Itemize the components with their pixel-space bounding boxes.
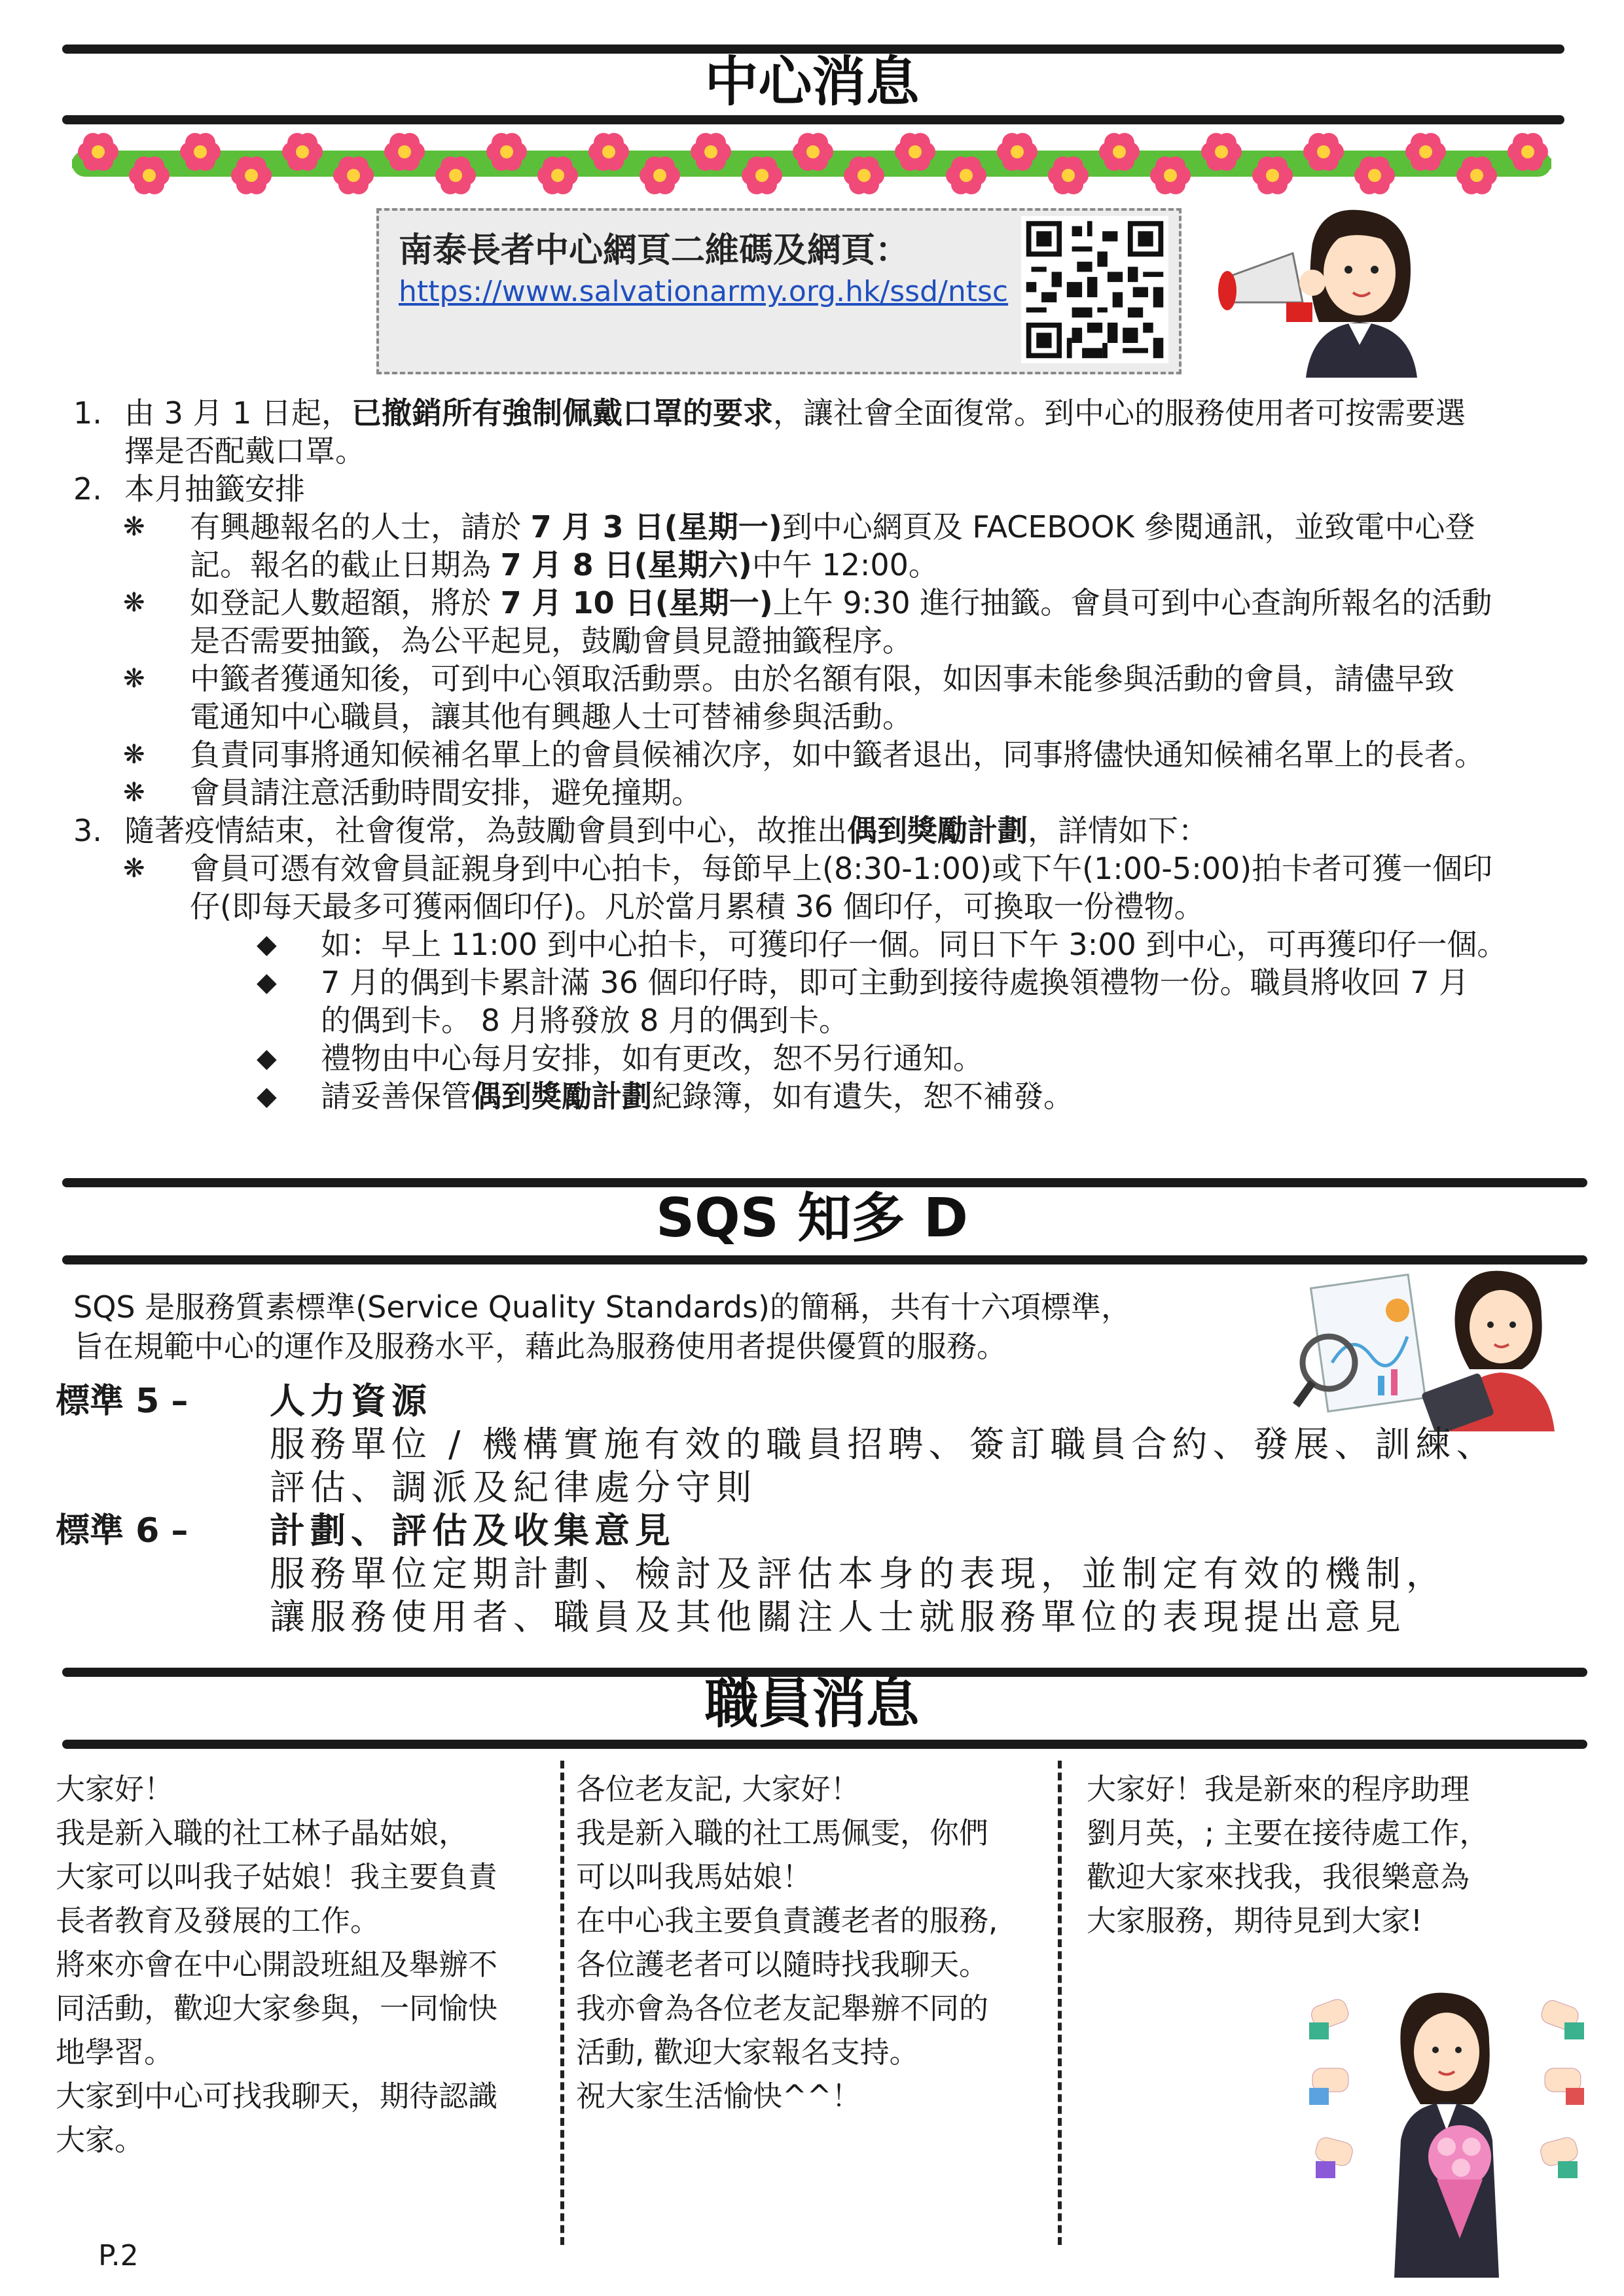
bullet-symbol: ❋ bbox=[123, 740, 145, 770]
notice-1-pre: 由 3 月 1 日起， bbox=[124, 395, 352, 431]
text-span: 有興趣報名的人士，請於 bbox=[190, 509, 531, 545]
text-span: 如登記人數超額，將於 bbox=[190, 585, 501, 620]
website-url-link[interactable]: https://www.salvationarmy.org.hk/ssd/ntsc bbox=[399, 275, 1009, 308]
text-span: 上午 9:30 進行抽籤。會員可到中心查詢所報名的活動 bbox=[772, 585, 1492, 620]
notice-3-title bbox=[124, 812, 1208, 850]
standard-5-desc-line1: 服務單位 / 機構實施有效的職員招聘、簽訂職員合約、發展、訓練、 bbox=[270, 1424, 1497, 1465]
diamond-symbol: ◆ bbox=[257, 1043, 277, 1073]
standard-6-title: 計劃、評估及收集意見 bbox=[270, 1510, 676, 1551]
bullet-symbol: ❋ bbox=[123, 512, 145, 542]
flower-garland-illustration bbox=[72, 124, 1551, 203]
text-span: 到中心網頁及 FACEBOOK 參閱通訊，並致電中心登 bbox=[782, 509, 1475, 545]
notice-1-line2: 擇是否配戴口罩。 bbox=[124, 433, 365, 469]
notice-2-bullet2-line2: 是否需要抽籤，為公平起見，鼓勵會員見證抽籤程序。 bbox=[190, 623, 912, 658]
bullet-symbol: ❋ bbox=[123, 853, 145, 884]
bullet-symbol: ❋ bbox=[123, 664, 145, 694]
item-number-1: 1. bbox=[73, 395, 102, 431]
staff-message-3: 大家好！我是新來的程序助理 劉月英，; 主要在接待處工作， 歡迎大家來找我，我很樂意為 大家服務，期待見到大家! bbox=[1087, 1772, 1489, 1938]
section-title-center-news: 中心消息 bbox=[704, 51, 920, 113]
qr-code-icon bbox=[1021, 216, 1168, 363]
bold-scheme-name: 偶到獎勵計劃 bbox=[471, 1079, 652, 1114]
bullet-symbol: ❋ bbox=[123, 778, 145, 808]
welcome-woman-illustration bbox=[1309, 1990, 1584, 2278]
standard-6-desc-line2: 讓服務使用者、職員及其他關注人士就服務單位的表現提出意見 bbox=[270, 1596, 1406, 1638]
sqs-rule-bottom bbox=[62, 1255, 1587, 1265]
diamond-symbol: ◆ bbox=[257, 929, 277, 960]
bold-date: 7 月 8 日(星期六) bbox=[500, 547, 752, 583]
text-span: 紀錄簿，如有遺失，恕不補發。 bbox=[652, 1079, 1074, 1114]
item-number-2: 2. bbox=[73, 471, 102, 507]
analyst-woman-illustration bbox=[1293, 1265, 1581, 1431]
notice-2-bullet2-line1 bbox=[190, 584, 1492, 622]
notice-3-sub4 bbox=[321, 1077, 1074, 1115]
column-divider-1 bbox=[560, 1761, 564, 2245]
bold-date: 7 月 3 日(星期一) bbox=[530, 509, 782, 545]
text-span: 記。報名的截止日期為 bbox=[190, 547, 501, 583]
diamond-symbol: ◆ bbox=[257, 1081, 277, 1111]
header-rule-bottom bbox=[62, 115, 1564, 124]
text-span: 隨著疫情結束，社會復常，為鼓勵會員到中心，故推出 bbox=[124, 813, 847, 848]
standard-5-label: 標準 5 – bbox=[56, 1382, 189, 1421]
text-span: ，詳情如下： bbox=[1028, 813, 1208, 848]
website-box-title: 南泰長者中心網頁二維碼及網頁： bbox=[399, 231, 910, 270]
megaphone-woman-illustration bbox=[1214, 204, 1424, 378]
sqs-intro-line2: 旨在規範中心的運作及服務水平，藉此為服務使用者提供優質的服務。 bbox=[73, 1329, 1007, 1364]
standard-6-desc-line1: 服務單位定期計劃、檢討及評估本身的表現，並制定有效的機制， bbox=[270, 1553, 1447, 1594]
text-span: 中午 12:00。 bbox=[751, 547, 939, 583]
notice-2-bullet4: 負責同事將通知候補名單上的會員候補次序，如中籤者退出，同事將儘快通知候補名單上的長者。 bbox=[190, 737, 1485, 772]
staff-message-1: 大家好！ 我是新入職的社工林子晶姑娘， 大家可以叫我子姑娘！我主要負責 長者教育及發展的工作。 將來亦會在中心開設班組及舉辦不 同活動，歡迎大家參與，一同愉快 地學習。 大家到中心可找我聊天，期待認識 大家。 bbox=[56, 1772, 498, 2157]
notice-2-bullet5: 會員請注意活動時間安排，避免撞期。 bbox=[190, 775, 702, 810]
standard-5-title: 人力資源 bbox=[270, 1380, 432, 1422]
column-divider-2 bbox=[1058, 1761, 1062, 2245]
notice-1-line1 bbox=[124, 394, 1466, 432]
notice-2-bullet3-line2: 電通知中心職員，讓其他有興趣人士可替補參與活動。 bbox=[190, 699, 912, 734]
staff-message-2: 各位老友記, 大家好！ 我是新入職的社工馬佩雯，你們 可以叫我馬姑娘！ 在中心我主要負責護老者的服務, 各位護老者可以隨時找我聊天。 我亦會為各位老友記舉辦不同的 活動, 歡迎大家報名支持。 祝大家生活愉快^^！ bbox=[576, 1772, 998, 2113]
notice-3-sub2-line2: 的偶到卡。 8 月將發放 8 月的偶到卡。 bbox=[321, 1003, 850, 1038]
item-number-3: 3. bbox=[73, 813, 102, 848]
text-span: 請妥善保管 bbox=[321, 1079, 471, 1114]
bold-scheme-name: 偶到獎勵計劃 bbox=[847, 813, 1028, 848]
notice-2-bullet3-line1: 中籤者獲通知後，可到中心領取活動票。由於名額有限，如因事未能參與活動的會員，請儘早致 bbox=[190, 661, 1454, 696]
notice-2-bullet1-line2 bbox=[190, 546, 939, 584]
page-number: P.2 bbox=[98, 2239, 139, 2272]
standard-5-desc-line2: 評估、調派及紀律處分守則 bbox=[270, 1467, 757, 1508]
notice-3-bullet1-line1: 會員可憑有效會員証親身到中心拍卡，每節早上(8:30-1:00)或下午(1:00-5:00)拍卡者可獲一個印 bbox=[190, 851, 1493, 886]
staff-rule-bottom bbox=[62, 1740, 1587, 1749]
notice-3-bullet1-line2: 仔(即每天最多可獲兩個印仔)。凡於當月累積 36 個印仔，可換取一份禮物。 bbox=[190, 889, 1204, 924]
notice-2-bullet1-line1 bbox=[190, 508, 1475, 546]
diamond-symbol: ◆ bbox=[257, 967, 277, 997]
notice-1-bold: 已撤銷所有強制佩戴口罩的要求 bbox=[352, 395, 774, 431]
notice-3-sub2-line1: 7 月的偶到卡累計滿 36 個印仔時，即可主動到接待處換領禮物一份。職員將收回 7 月 bbox=[321, 965, 1470, 1000]
notice-3-sub3: 禮物由中心每月安排，如有更改，恕不另行通知。 bbox=[321, 1041, 983, 1076]
notice-3-sub1: 如：早上 11:00 到中心拍卡，可獲印仔一個。同日下午 3:00 到中心，可再獲印仔一個。 bbox=[321, 927, 1507, 962]
sqs-intro-line1: SQS 是服務質素標準(Service Quality Standards)的簡稱，共有十六項標準， bbox=[73, 1289, 1131, 1325]
notice-2-title: 本月抽籤安排 bbox=[124, 471, 305, 507]
section-title-sqs: SQS 知多 D bbox=[656, 1187, 968, 1249]
bold-date: 7 月 10 日(星期一) bbox=[500, 585, 773, 620]
notice-1-post: ，讓社會全面復常。到中心的服務使用者可按需要選 bbox=[773, 395, 1466, 431]
section-title-staff-news: 職員消息 bbox=[704, 1673, 920, 1735]
bullet-symbol: ❋ bbox=[123, 588, 145, 618]
standard-6-label: 標準 6 – bbox=[56, 1511, 189, 1551]
